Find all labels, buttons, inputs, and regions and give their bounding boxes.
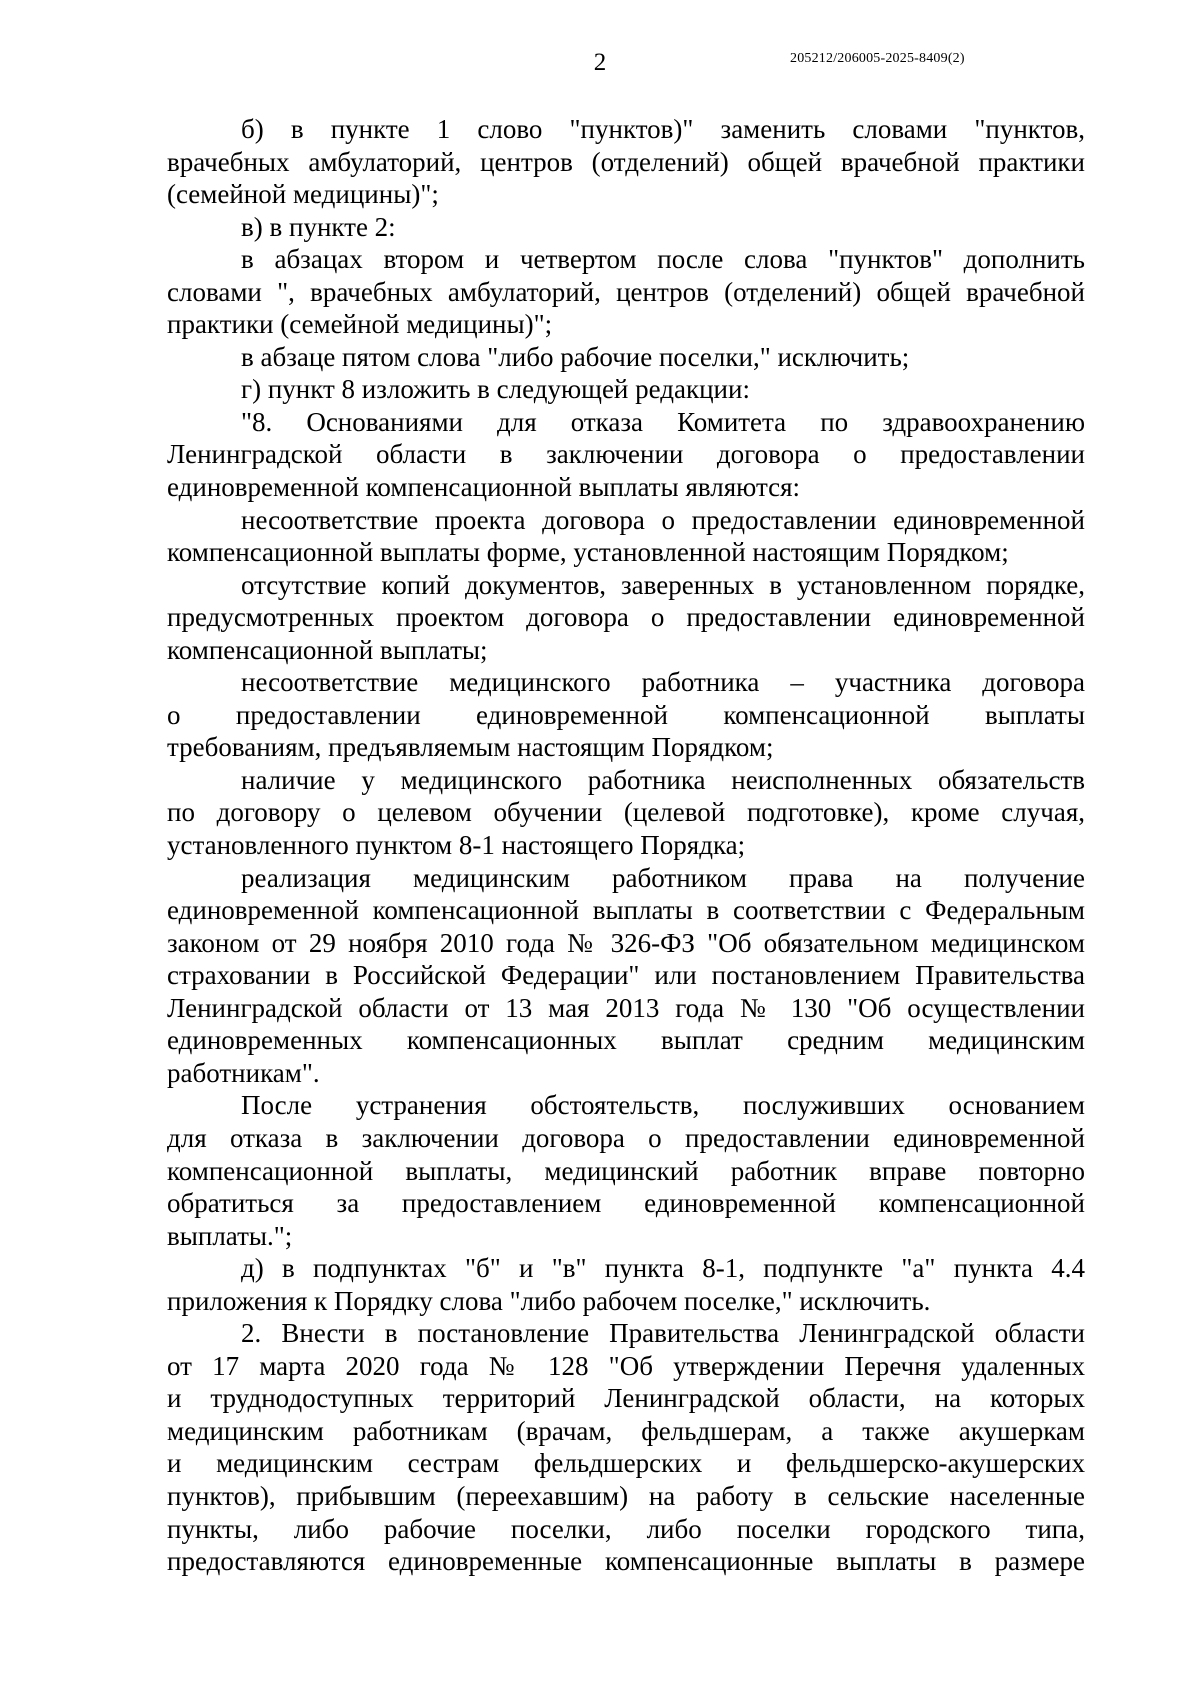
text-line: приложения к Порядку слова "либо рабочем поселке," исключить. (167, 1285, 931, 1316)
text-line: и медицинским сестрам фельдшерских и фельдшерско-акушерских (167, 1448, 1085, 1479)
text-line: от 17 марта 2020 года № 128 "Об утверждении Перечня удаленных (167, 1350, 1085, 1381)
text-line: (семейной медицины)"; (167, 179, 439, 210)
document-body (167, 113, 1085, 1578)
text-line: страховании в Российской Федерации" или постановлением Правительства (167, 960, 1085, 991)
text-line: требованиям, предъявляемым настоящим Порядком; (167, 732, 774, 763)
text-line: для отказа в заключении договора о предоставлении единовременной (167, 1122, 1085, 1153)
text-line: законом от 29 ноября 2010 года № 326-ФЗ "Об обязательном медицинском (167, 927, 1085, 958)
text-line: компенсационной выплаты, медицинский работник вправе повторно (167, 1155, 1085, 1186)
text-line: г) пункт 8 изложить в следующей редакции: (241, 374, 750, 405)
text-line: по договору о целевом обучении (целевой подготовке), кроме случая, (167, 797, 1085, 828)
text-line: отсутствие копий документов, заверенных в установленном порядке, (241, 569, 1085, 600)
text-line: Ленинградской области от 13 мая 2013 года № 130 "Об осуществлении (167, 992, 1085, 1023)
text-line: д) в подпунктах "б" и "в" пункта 8-1, подпункте "а" пункта 4.4 (241, 1253, 1085, 1284)
text-line: 2. Внести в постановление Правительства Ленинградской области (241, 1318, 1085, 1349)
text-line: компенсационной выплаты; (167, 634, 488, 665)
text-line: несоответствие проекта договора о предоставлении единовременной (241, 504, 1085, 535)
document-id: 205212/206005-2025-8409(2) (790, 51, 965, 66)
text-line: пунктов), прибывшим (переехавшим) на работу в сельские населенные (167, 1480, 1085, 1511)
text-line: выплаты."; (167, 1220, 293, 1251)
text-line: в) в пункте 2: (241, 211, 396, 242)
text-line: работникам". (167, 1057, 320, 1088)
text-line: предусмотренных проектом договора о предоставлении единовременной (167, 602, 1085, 633)
text-line: единовременных компенсационных выплат средним медицинским (167, 1025, 1085, 1056)
text-line: в абзацах втором и четвертом после слова "пунктов" дополнить (241, 244, 1085, 275)
text-line: единовременной компенсационной выплаты являются: (167, 472, 800, 503)
text-line: "8. Основаниями для отказа Комитета по здравоохранению (241, 406, 1085, 437)
text-line: пункты, либо рабочие поселки, либо поселки городского типа, (167, 1513, 1085, 1544)
text-line: реализация медицинским работником права на получение (241, 862, 1085, 893)
text-line: практики (семейной медицины)"; (167, 309, 553, 340)
text-line: После устранения обстоятельств, послуживших основанием (241, 1090, 1085, 1121)
text-line: единовременной компенсационной выплаты в соответствии с Федеральным (167, 895, 1085, 926)
text-line: предоставляются единовременные компенсационные выплаты в размере (167, 1546, 1085, 1577)
text-line: о предоставлении единовременной компенсационной выплаты (167, 699, 1085, 730)
text-line: несоответствие медицинского работника – участника договора (241, 667, 1085, 698)
text-line: б) в пункте 1 слово "пунктов)" заменить словами "пунктов, (241, 114, 1085, 144)
text-line: обратиться за предоставлением единовременной компенсационной (167, 1188, 1085, 1219)
page-number: 2 (593, 49, 607, 76)
text-line: наличие у медицинского работника неисполненных обязательств (241, 764, 1085, 795)
text-line: словами ", врачебных амбулаторий, центров (отделений) общей врачебной (167, 276, 1085, 307)
text-line: Ленинградской области в заключении договора о предоставлении (167, 439, 1085, 470)
text-line: установленного пунктом 8-1 настоящего Порядка; (167, 830, 746, 861)
text-line: медицинским работникам (врачам, фельдшерам, а также акушеркам (167, 1415, 1085, 1446)
text-line: и труднодоступных территорий Ленинградской области, на которых (167, 1383, 1085, 1414)
text-line: в абзаце пятом слова "либо рабочие поселки," исключить; (241, 341, 910, 372)
text-line: врачебных амбулаторий, центров (отделений) общей врачебной практики (167, 146, 1085, 177)
text-line: компенсационной выплаты форме, установленной настоящим Порядком; (167, 537, 1009, 568)
